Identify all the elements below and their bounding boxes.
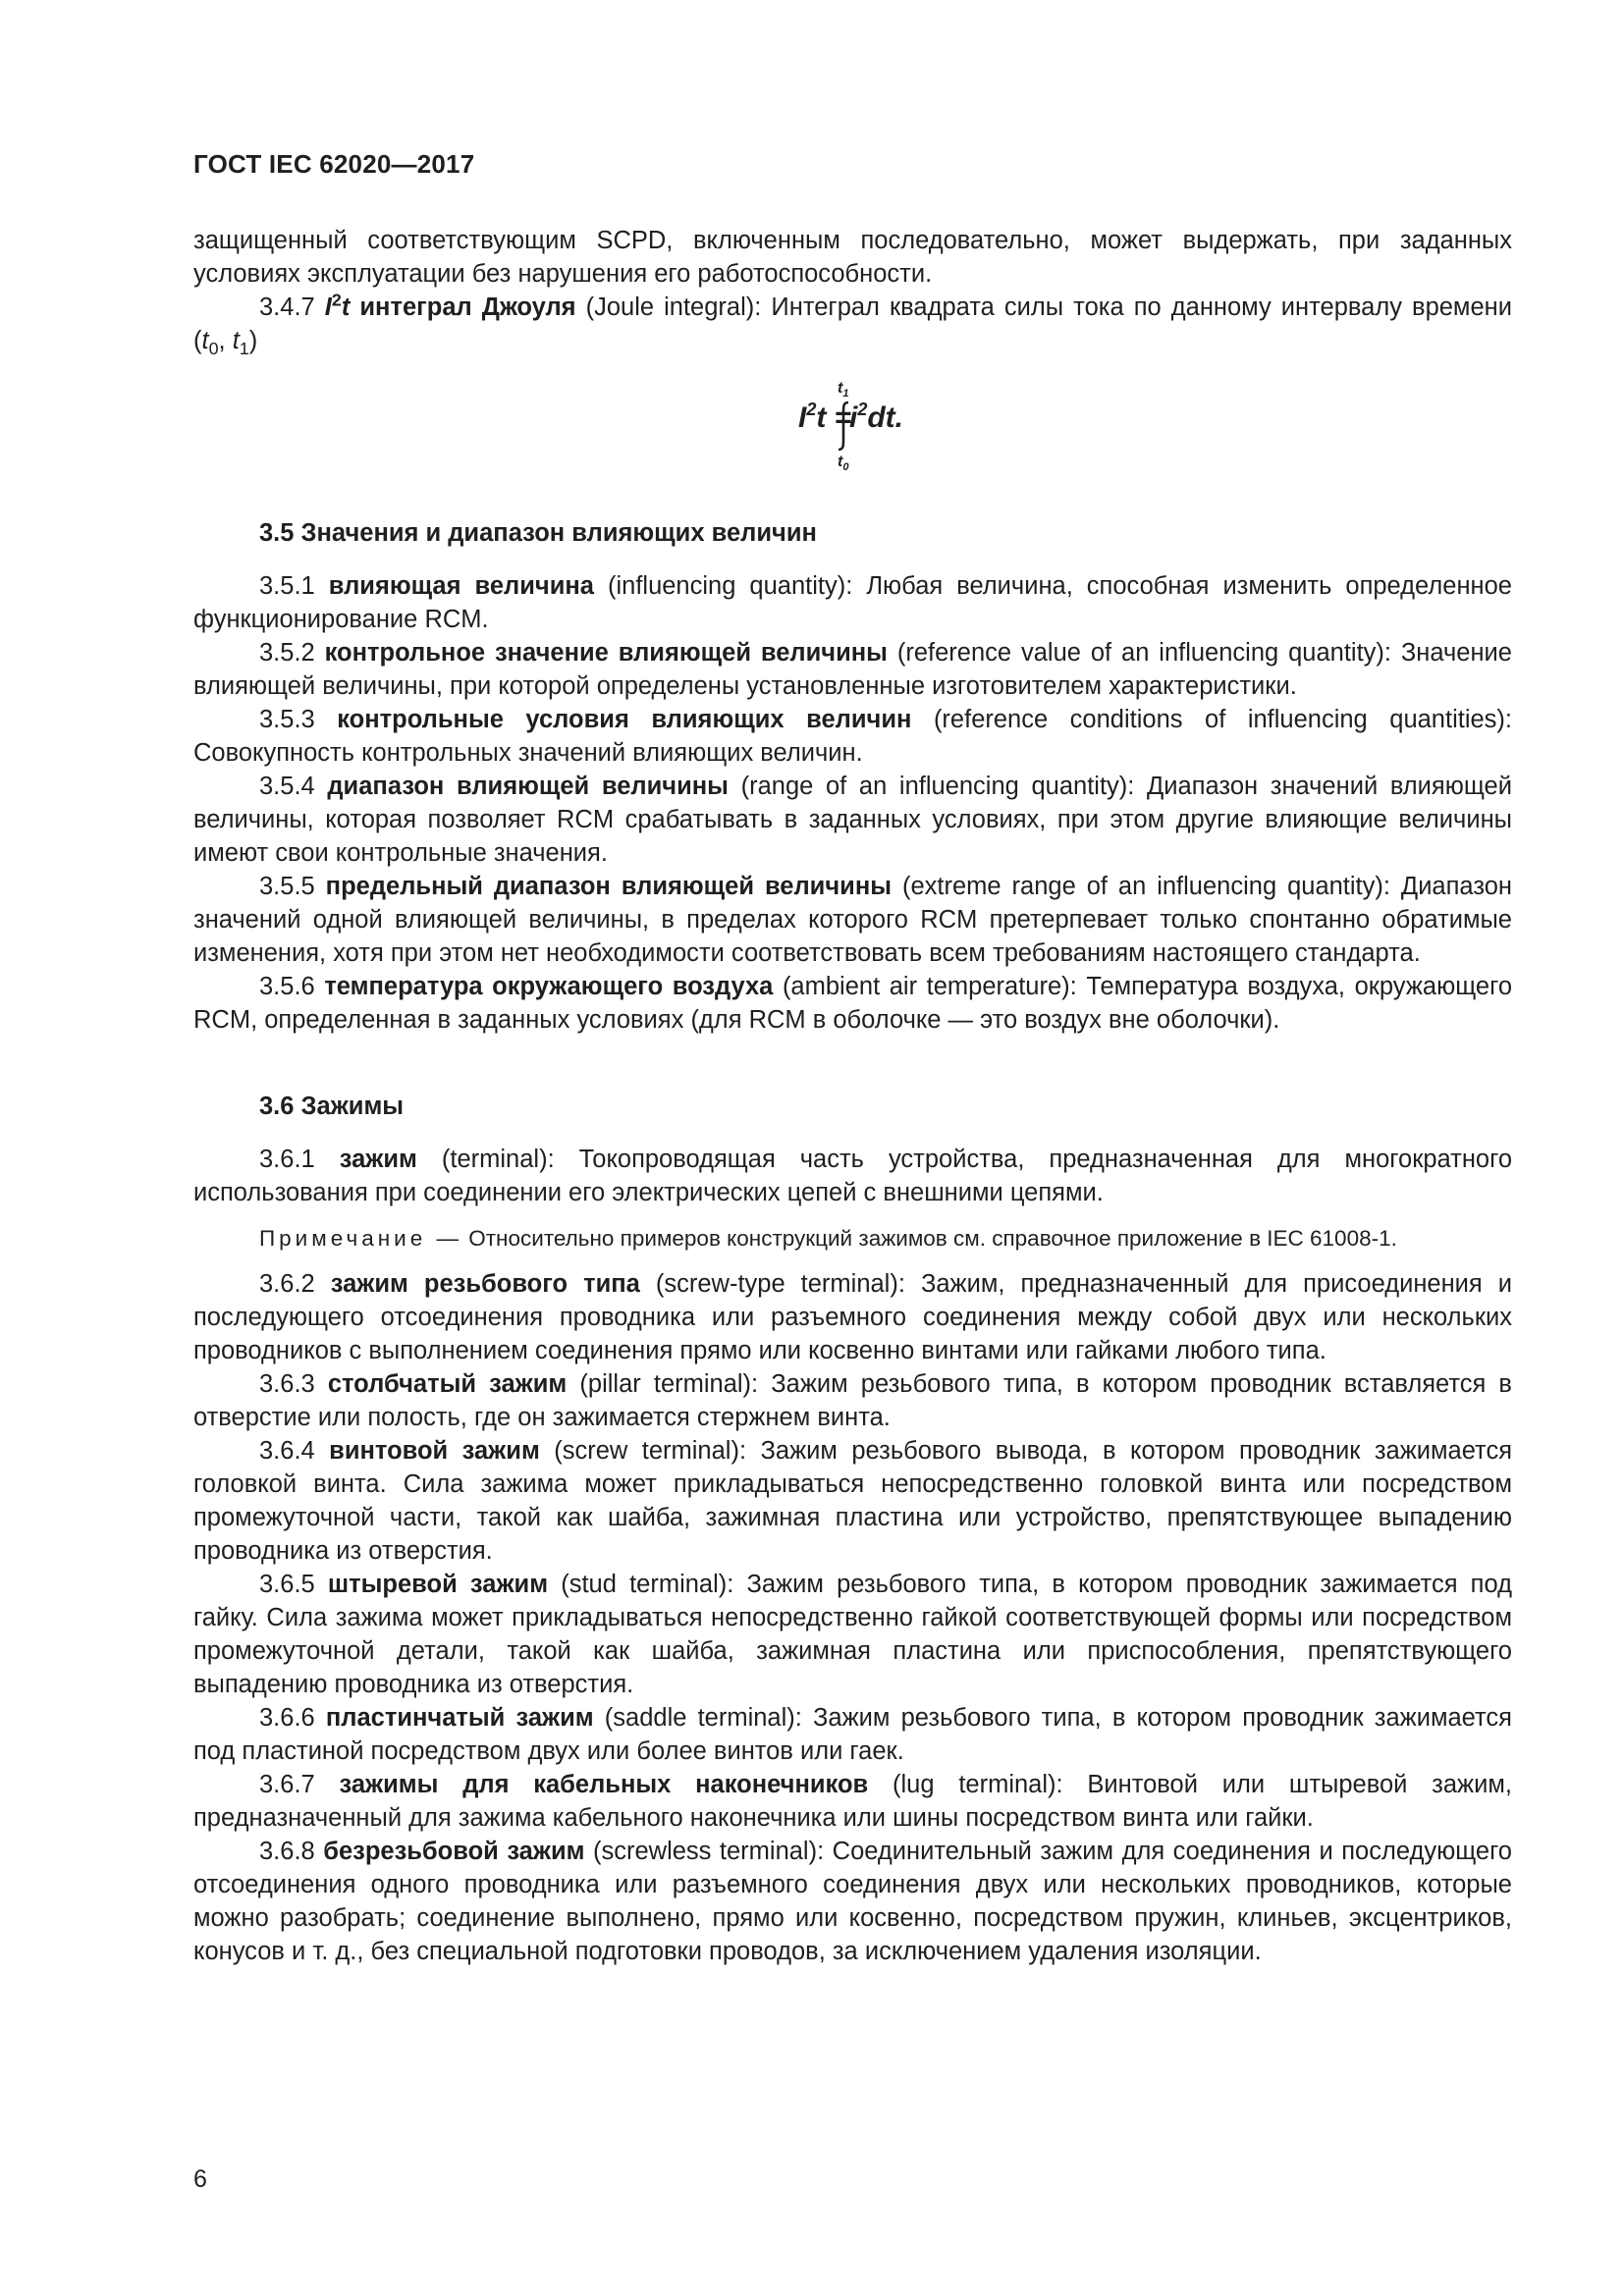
section-3-5-heading: 3.5 Значения и диапазон влияющих величин — [259, 519, 817, 547]
definition-3-5-5: 3.5.5 предельный диапазон влияющей величины (extreme range of an influencing quantity): Диапазон значений одной влияющей величины, в пределах которого RCM претерпевает только спонтанно обратимые изменения, хотя при этом нет необходимости соответствовать всем требованиям настоящего стандарта. — [193, 873, 1512, 967]
definition-3-6-2: 3.6.2 зажим резьбового типа (screw-type terminal): Зажим, предназначенный для присоединения и последующего отсоединения проводника или разъемного соединения между собой двух или нескольких проводников с выполнением соединения прямо или косвенно винтами или гайками любого типа. — [193, 1270, 1512, 1364]
page-number: 6 — [193, 2165, 207, 2193]
definition-3-5-3: 3.5.3 контрольные условия влияющих величин (reference conditions of influencing quantities): Совокупность контрольных значений влияющих величин. — [193, 706, 1513, 767]
document-header: ГОСТ IEC 62020—2017 — [193, 149, 475, 179]
term-i2t: $I^2t$ интеграл Джоуля — [324, 290, 576, 321]
definition-3-4-7: 3.4.7 $I^2t$ интеграл Джоуля (Joule integral): Интеграл квадрата силы тока по данному интервалу времени ($t_0$, $t_1$) — [193, 290, 1512, 359]
definition-3-6-1: 3.6.1 зажим (terminal): Токопроводящая часть устройства, предназначенная для многократного использования при соединении его электрических цепей с внешними цепями. — [193, 1146, 1513, 1206]
upper-limit: $t_1$ — [838, 380, 849, 400]
definition-3-6-8: 3.6.8 безрезьбовой зажим (screwless terminal): Соединительный зажим для соединения и последующего отсоединения одного проводника или разъемного соединения двух или нескольких проводников, которые можно разобрать; соединение выполнено, прямо или косвенно, посредством пружин, клиньев, эксцентриков, конусов и т. д., без специальной подготовки проводов, за исключением удаления изоляции. — [193, 1838, 1512, 1965]
definition-3-5-2: 3.5.2 контрольное значение влияющей величины (reference value of an influencing quantity): Значение влияющей величины, при которой определены установленные изготовителем характеристики. — [193, 639, 1512, 700]
lower-limit: $t_0$ — [838, 454, 849, 471]
definition-3-6-6: 3.6.6 пластинчатый зажим (saddle terminal): Зажим резьбового типа, в котором проводник зажимается под пластиной посредством двух или более винтов или гаек. — [193, 1704, 1512, 1765]
section-3-6-heading: 3.6 Зажимы — [259, 1093, 405, 1120]
continued-paragraph: защищенный соответствующим SCPD, включенным последовательно, может выдержать, при заданных условиях эксплуатации без нарушения его работоспособности. — [193, 227, 1512, 288]
definition-3-5-1: 3.5.1 влияющая величина (influencing quantity): Любая величина, способная изменить определенное функционирование RCM. — [193, 572, 1512, 633]
definition-3-6-3: 3.6.3 столбчатый зажим (pillar terminal): Зажим резьбового типа, в котором проводник вставляется в отверстие или полость, где он зажимается стержнем винта. — [193, 1370, 1512, 1431]
formula-rhs: $i^2dt$. — [849, 400, 904, 434]
definition-3-6-5: 3.6.5 штыревой зажим (stud terminal): Зажим резьбового типа, в котором проводник зажимается под гайку. Сила зажима может прикладываться непосредственно гайкой соответствующей формы или посредством промежуточной детали, такой как шайба, зажимная пластина или приспособления, препятствующего выпадению проводника из отверстия. — [193, 1571, 1512, 1698]
definition-3-5-6: 3.5.6 температура окружающего воздуха (ambient air temperature): Температура воздуха, окружающего RCM, определенная в заданных условиях (для RCM в оболочке — это воздух вне оболочки). — [193, 973, 1512, 1034]
section-3-5 — [193, 516, 1512, 1037]
definition-3-5-4: 3.5.4 диапазон влияющей величины (range of an influencing quantity): Диапазон значений влияющей величины, которая позволяет RCM срабатывать в заданных условиях, при этом другие влияющие величины имеют свои контрольные значения. — [193, 773, 1512, 867]
joule-integral-formula — [781, 373, 977, 471]
definition-3-6-4: 3.6.4 винтовой зажим (screw terminal): Зажим резьбового вывода, в котором проводник зажимается головкой винта. Сила зажима может прикладываться непосредственно головкой винта или посредством промежуточной части, такой как шайба, зажимная пластина или устройство, препятствующее выпадению проводника из отверстия. — [193, 1437, 1512, 1565]
note-3-6-1: Примечание — Относительно примеров конструкций зажимов см. справочное приложение в IEC 61008-1. — [259, 1226, 1397, 1251]
section-3-6 — [193, 1090, 1512, 1968]
definition-3-6-7: 3.6.7 зажимы для кабельных наконечников (lug terminal): Винтовой или штыревой зажим, предназначенный для зажима кабельного наконечника или шины посредством винта или гайки. — [193, 1771, 1512, 1832]
formula-lhs: $I^2t$ = — [798, 400, 852, 434]
intro-block — [193, 224, 1512, 357]
